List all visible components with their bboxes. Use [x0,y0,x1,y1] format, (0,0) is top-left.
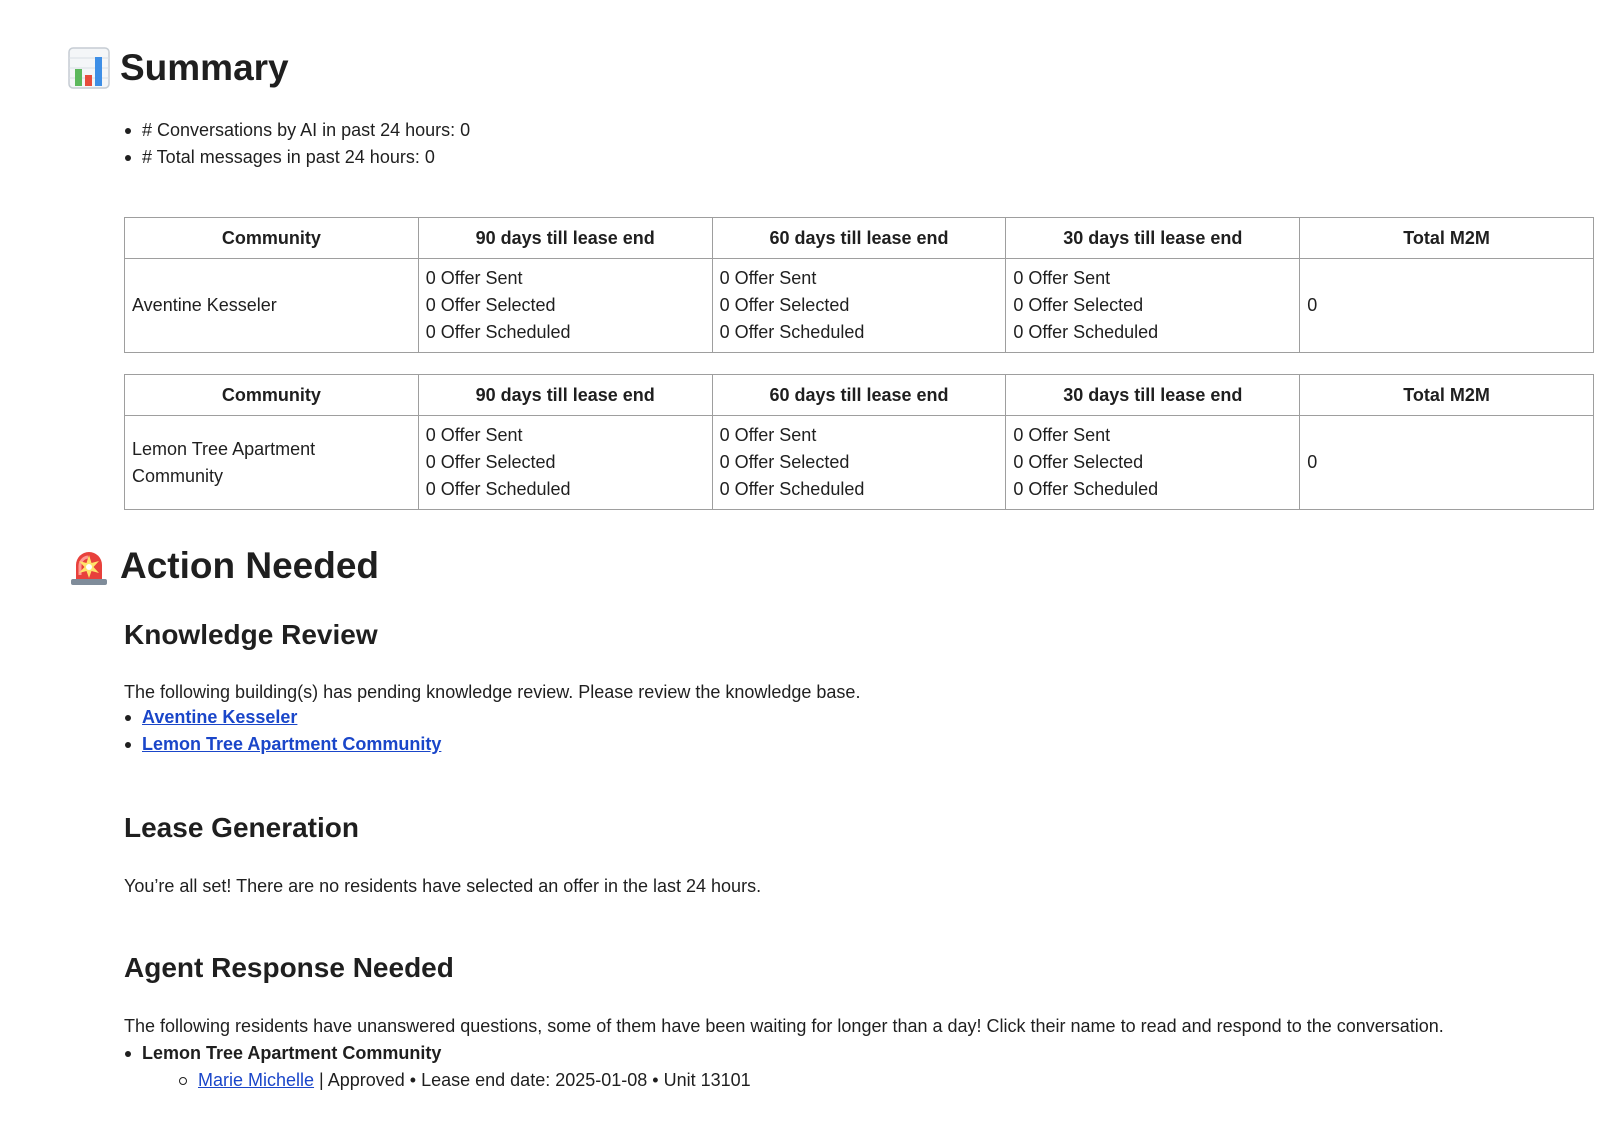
list-item: # Conversations by AI in past 24 hours: 0 [121,117,470,144]
offer-sent: 0 Offer Sent [1013,425,1111,445]
summary-stats-list [121,117,470,171]
offers-30-cell [1006,259,1300,353]
column-header: 60 days till lease end [712,375,1006,416]
offer-selected: 0 Offer Selected [1013,452,1144,472]
offer-selected: 0 Offer Selected [719,452,850,472]
resident-list [142,1067,751,1094]
offer-sent: 0 Offer Sent [425,425,523,445]
community-table [124,374,1594,510]
offer-sent: 0 Offer Sent [425,268,523,288]
offer-selected: 0 Offer Selected [425,452,556,472]
list-item [121,731,441,758]
community-table [124,217,1594,353]
offer-selected: 0 Offer Selected [719,295,850,315]
column-header: Total M2M [1300,218,1594,259]
offers-60-cell [712,416,1006,510]
offer-sent: 0 Offer Sent [719,425,817,445]
list-item [121,1040,751,1094]
knowledge-review-text: The following building(s) has pending knowledge review. Please review the knowledge base. [124,682,861,702]
offer-sent: 0 Offer Sent [1013,268,1111,288]
m2m-cell: 0 [1300,416,1594,510]
lease-generation-text: You’re all set! There are no residents have selected an offer in the last 24 hours. [124,876,762,896]
column-header: Total M2M [1300,375,1594,416]
offer-selected: 0 Offer Selected [1013,295,1144,315]
offers-90-cell [418,416,712,510]
column-header: 30 days till lease end [1006,218,1300,259]
building-link-lemon-tree[interactable]: Lemon Tree Apartment Community [142,734,442,754]
knowledge-review-heading: Knowledge Review [124,619,378,650]
community-cell: Aventine Kesseler [125,259,419,353]
column-header: Community [125,218,419,259]
offer-scheduled: 0 Offer Scheduled [1013,479,1159,499]
knowledge-review-list [121,704,441,758]
table-row [125,259,1594,353]
column-header: 90 days till lease end [418,218,712,259]
column-header: Community [125,375,419,416]
building-link-aventine-kesseler[interactable]: Aventine Kesseler [142,707,298,727]
summary-heading [68,46,289,90]
resident-link[interactable]: Marie Michelle [198,1070,315,1090]
siren-icon [68,545,110,587]
lease-generation-heading: Lease Generation [124,812,359,843]
list-item [121,704,441,731]
offers-60-cell [712,259,1006,353]
offer-scheduled: 0 Offer Scheduled [425,322,571,342]
offers-90-cell [418,259,712,353]
offer-selected: 0 Offer Selected [425,295,556,315]
offer-scheduled: 0 Offer Scheduled [1013,322,1159,342]
column-header: 30 days till lease end [1006,375,1300,416]
bar-chart-icon [68,47,110,89]
agent-response-text: The following residents have unanswered questions, some of them have been waiting for longer than a day! Click their name to read and respond to the conversation. [124,1016,1444,1036]
agent-response-list [121,1040,751,1094]
offers-30-cell [1006,416,1300,510]
offer-scheduled: 0 Offer Scheduled [719,479,865,499]
offer-scheduled: 0 Offer Scheduled [719,322,865,342]
agent-response-heading: Agent Response Needed [124,952,454,983]
resident-item [176,1067,751,1094]
action-heading [68,544,379,588]
column-header: 60 days till lease end [712,218,1006,259]
offer-scheduled: 0 Offer Scheduled [425,479,571,499]
community-cell: Lemon Tree Apartment Community [125,416,419,510]
table-header-row [125,375,1594,416]
community-name: Lemon Tree Apartment Community [142,1043,442,1063]
table-row [125,416,1594,510]
table-header-row [125,218,1594,259]
page-title: Summary [120,47,289,88]
column-header: 90 days till lease end [418,375,712,416]
offer-sent: 0 Offer Sent [719,268,817,288]
list-item: # Total messages in past 24 hours: 0 [121,144,470,171]
section-title: Action Needed [120,545,380,586]
resident-details: | Approved • Lease end date: 2025-01-08 • Unit 13101 [314,1070,751,1090]
m2m-cell: 0 [1300,259,1594,353]
